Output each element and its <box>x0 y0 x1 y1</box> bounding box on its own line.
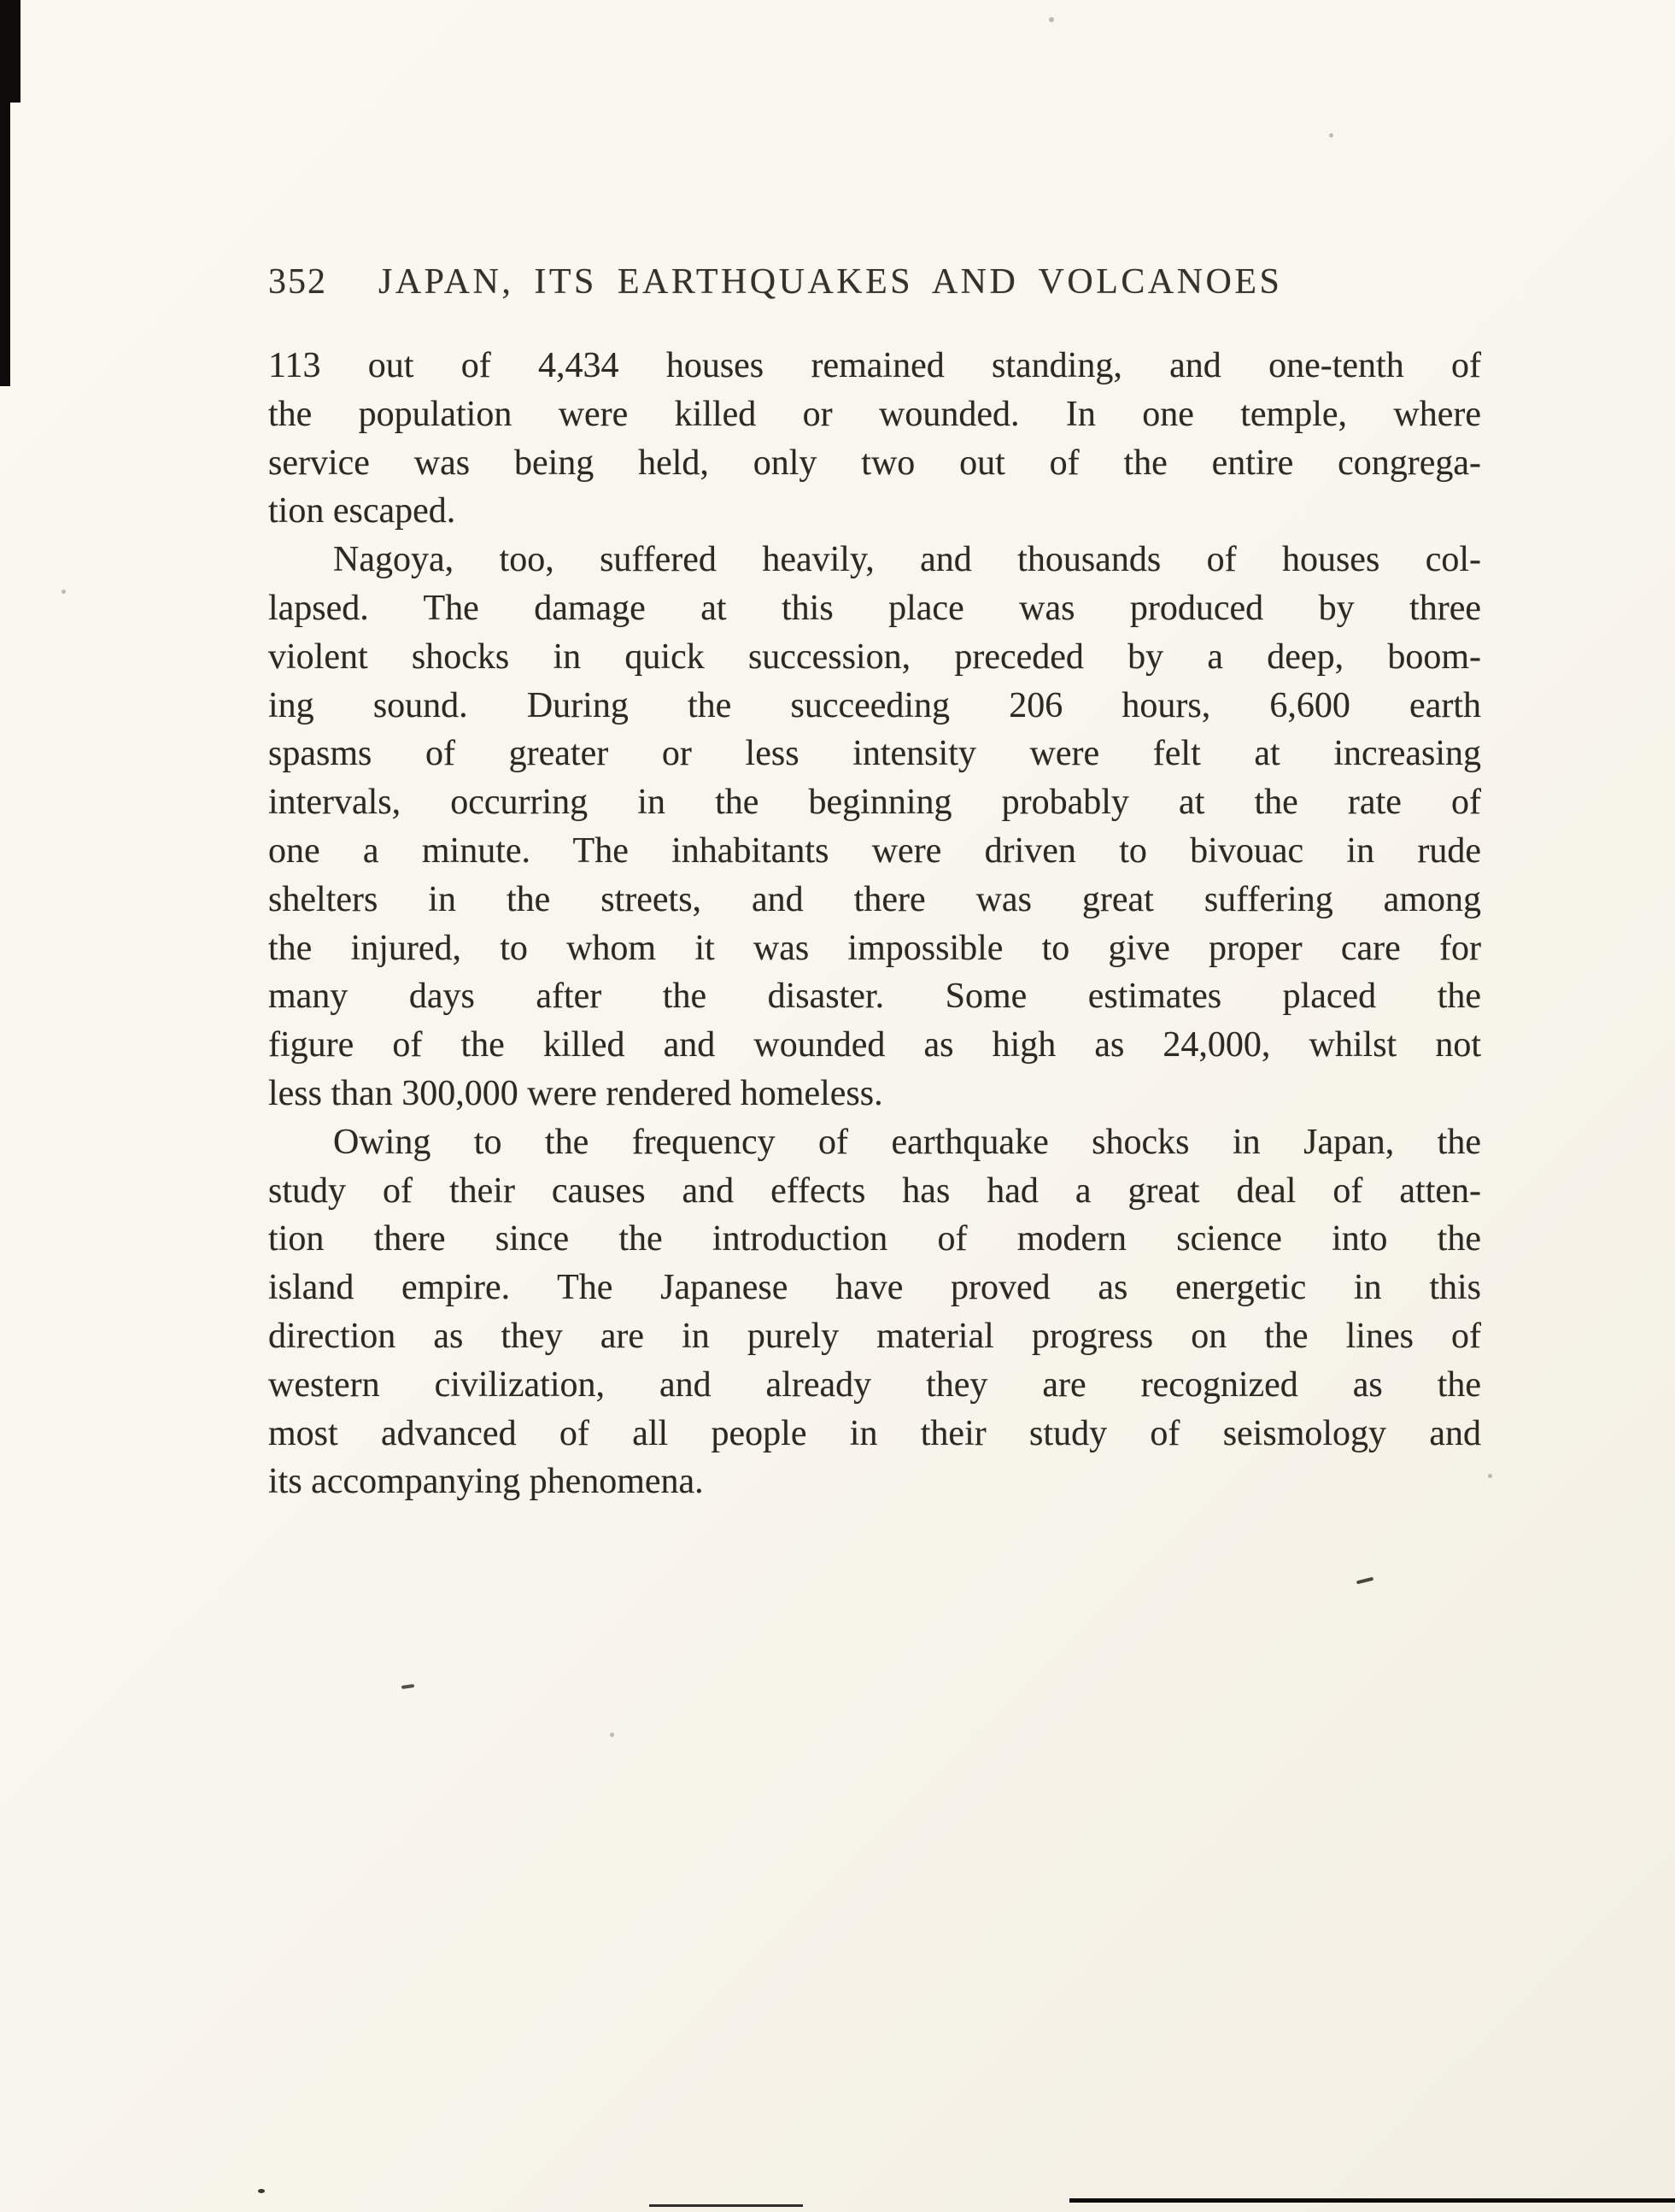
text-line: Nagoya, too, suffered heavily, and thousands of houses col- <box>333 540 1481 580</box>
scan-artifact-pen-mark <box>1356 1577 1373 1585</box>
text-line: its accompanying phenomena. <box>268 1462 704 1502</box>
scan-artifact-dash-mark <box>401 1684 414 1689</box>
text-line: shelters in the streets, and there was great suffering among <box>268 879 1481 919</box>
text-line: service was being held, only two out of the entire congrega- <box>268 443 1481 483</box>
paragraph <box>268 342 1481 536</box>
text-line: western civilization, and already they are recognized as the <box>268 1364 1481 1405</box>
text-line: the population were killed or wounded. In one temple, where <box>268 394 1481 434</box>
text-line: island empire. The Japanese have proved as energetic in this <box>268 1268 1481 1308</box>
scan-speck <box>1049 17 1054 22</box>
text-line: one a minute. The inhabitants were driven to bivouac in rude <box>268 830 1481 871</box>
scan-speck <box>1329 133 1333 138</box>
paragraph <box>268 1118 1481 1506</box>
text-line: figure of the killed and wounded as high as 24,000, whilst not <box>268 1025 1481 1065</box>
body-text <box>268 342 1481 1506</box>
text-line: tion escaped. <box>268 491 456 531</box>
scan-artifact-bottom-line-short <box>649 2204 803 2207</box>
page-header <box>268 261 1481 302</box>
text-line: intervals, occurring in the beginning probably at the rate of <box>268 783 1481 823</box>
text-line: ing sound. During the succeeding 206 hours, 6,600 earth <box>268 685 1481 725</box>
running-title: JAPAN, ITS EARTHQUAKES AND VOLCANOES <box>378 262 1283 302</box>
text-line: the injured, to whom it was impossible to give proper care for <box>268 928 1481 968</box>
text-line: study of their causes and effects has had a great deal of atten- <box>268 1171 1481 1211</box>
scan-speck <box>1488 1474 1492 1478</box>
text-line: lapsed. The damage at this place was produced by three <box>268 588 1481 628</box>
text-line: spasms of greater or less intensity were felt at increasing <box>268 734 1481 774</box>
scan-speck <box>61 590 66 594</box>
text-line: 113 out of 4,434 houses remained standing, and one-tenth of <box>268 346 1481 385</box>
scan-artifact-bottom-dot <box>258 2189 265 2193</box>
scan-speck <box>610 1733 614 1737</box>
page-number: 352 <box>268 262 327 302</box>
scan-artifact-bottom-line <box>1069 2198 1675 2203</box>
text-line: direction as they are in purely material progress on the lines of <box>268 1316 1481 1356</box>
scan-artifact-left-corner <box>0 0 20 103</box>
text-line: Owing to the frequency of earthquake shocks in Japan, the <box>333 1122 1481 1162</box>
paragraph <box>268 536 1481 1118</box>
text-line: less than 300,000 were rendered homeless. <box>268 1073 883 1113</box>
text-line: tion there since the introduction of modern science into the <box>268 1219 1481 1259</box>
text-line: many days after the disaster. Some estimates placed the <box>268 977 1481 1017</box>
text-line: violent shocks in quick succession, preceded by a deep, boom- <box>268 637 1481 677</box>
text-line: most advanced of all people in their study of seismology and <box>268 1413 1481 1453</box>
